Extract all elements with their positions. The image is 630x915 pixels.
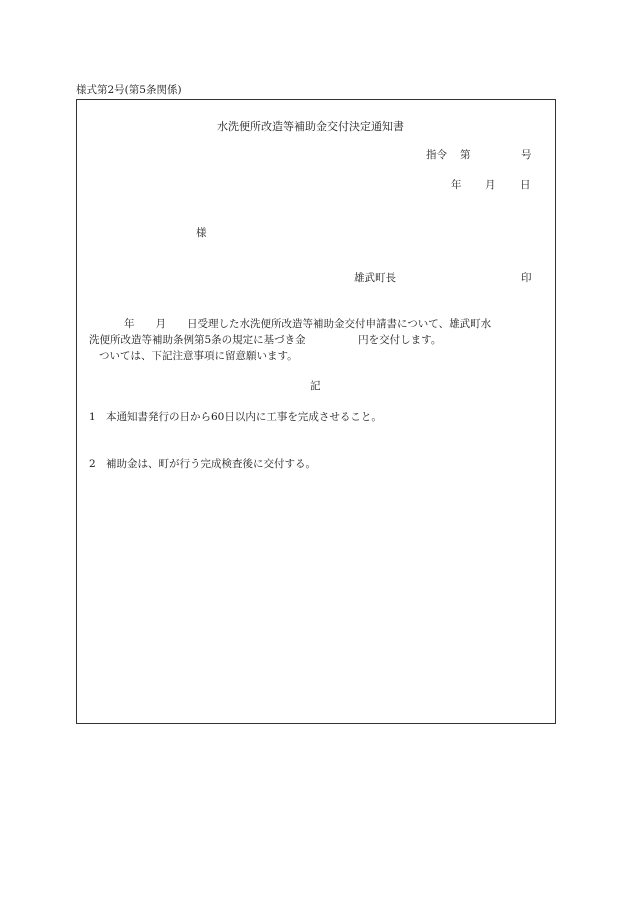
reference-go: 号 bbox=[521, 149, 532, 161]
note-1-text: 本通知書発行の日から60日以内に工事を完成させること。 bbox=[106, 411, 382, 423]
note-1-number: 1 bbox=[89, 411, 96, 423]
issuer-name: 雄武町長 bbox=[354, 272, 396, 284]
document-title: 水洗便所改造等補助金交付決定通知書 bbox=[217, 120, 404, 133]
body-line-2: 洗便所改造等補助条例第5条の規定に基づき金 円を交付します。 bbox=[89, 334, 442, 346]
body-line-1: 年 月 日受理した水洗便所改造等補助金交付申請書について、雄武町水 bbox=[124, 318, 492, 330]
reference-prefix: 指令 bbox=[426, 149, 447, 161]
date-month: 月 bbox=[485, 179, 496, 191]
note-2-text: 補助金は、町が行う完成検査後に交付する。 bbox=[106, 458, 316, 470]
date-day: 日 bbox=[520, 179, 531, 191]
form-number-label: 様式第2号(第5条関係) bbox=[76, 84, 182, 96]
note-2-number: 2 bbox=[89, 458, 96, 470]
body-line-3: ついては、下記注意事項に留意願います。 bbox=[99, 350, 298, 362]
date-year: 年 bbox=[451, 179, 462, 191]
reference-dai: 第 bbox=[460, 149, 471, 161]
addressee-suffix: 様 bbox=[196, 227, 207, 239]
ki-heading: 記 bbox=[310, 380, 321, 392]
issuer-seal: 印 bbox=[521, 272, 532, 284]
